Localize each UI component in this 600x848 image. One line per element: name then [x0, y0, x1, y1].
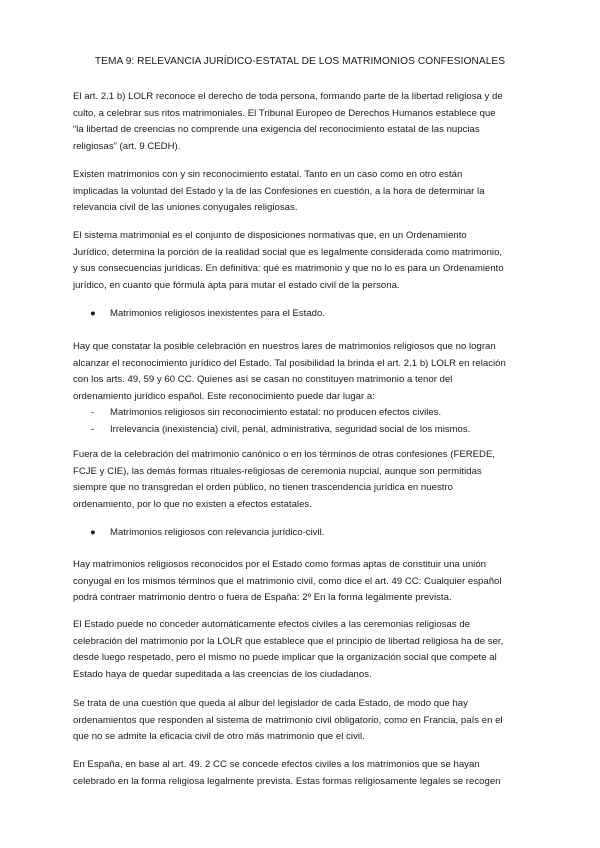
text-line: conyugal en los mismos términos que el matrimonio civil, como dice el art. 49 CC: Cualquier español: [73, 575, 502, 587]
text-line: siempre que no transgredan el orden público, no tienen trascendencia jurídica en nuestro: [73, 482, 453, 494]
paragraph-3: [73, 228, 533, 294]
bullet-icon: ●: [90, 527, 96, 538]
text-line: Se trata de una cuestión que queda al albur del legislador de cada Estado, de modo que hay: [73, 698, 468, 709]
text-line: El art. 2.1 b) LOLR reconoce el derecho de toda persona, formando parte de la libertad religiosa y de: [73, 91, 503, 102]
text-line: relevancia civil de las uniones conyugales religiosas.: [73, 202, 298, 214]
text-line: Hay que constatar la posible celebración en nuestros lares de matrimonios religiosos que no logran: [73, 341, 496, 352]
paragraph-4: [73, 339, 533, 439]
text-line: ordenamiento jurídico español. Este reconocimiento puede dar lugar a:: [73, 390, 375, 402]
dash-text: Irrelevancia (inexistencia) civil, penal, administrativa, seguridad social de los mismos.: [110, 423, 471, 435]
text-line: celebración del matrimonio por la LOLR que establece que el principio de libertad religiosa ha de ser,: [73, 635, 504, 647]
bullet-icon: ●: [90, 308, 96, 319]
text-line: desde luego respetado, pero el mismo no puede implicar que la organización social que compete al: [73, 652, 497, 664]
text-line: podrá contraer matrimonio dentro o fuera de España: 2º En la forma legalmente prevista.: [73, 592, 452, 604]
text-line: y sus consecuencias jurídicas. En definitiva: qué es matrimonio y que no lo es para un Ordenamiento: [73, 263, 504, 275]
document-title: TEMA 9: RELEVANCIA JURÍDICO-ESTATAL DE LOS MATRIMONIOS CONFESIONALES: [94, 56, 506, 67]
text-line: ordenamientos que responden al sistema de matrimonio civil obligatorio, como en Francia, país en el: [73, 714, 503, 726]
text-line: Hay matrimonios religiosos reconocidos por el Estado como formas aptas de constituir una unión: [73, 559, 487, 570]
paragraph-1: [73, 89, 533, 155]
text-line: implicadas la voluntad del Estado y la de las Confesiones en cuestión, a la hora de determinar la: [73, 185, 485, 197]
text-line: ordenamiento, por lo que no existen a efectos estatales.: [73, 498, 312, 510]
paragraph-5: [73, 447, 533, 513]
text-line: religiosas” (art. 9 CEDH).: [73, 140, 181, 152]
text-line: que no se admite la eficacia civil de otro más matrimonio que el civil.: [73, 731, 365, 743]
paragraph-8: [73, 696, 533, 746]
bullet-item-1: [73, 306, 533, 322]
text-line: FCJE y CIE), las demás formas rituales-religiosas de ceremonia nupcial, aunque son permitidas: [73, 465, 482, 477]
paragraph-6: [73, 557, 533, 607]
text-line: El sistema matrimonial es el conjunto de disposiciones normativas que, en un Ordenamiento: [73, 230, 467, 241]
text-line: jurídico, en cuanto que fórmula apta para mutar el estado civil de la persona.: [73, 279, 400, 291]
text-line: celebrado en la forma religiosa legalmente prevista. Estas formas religiosamente legales se recogen: [73, 775, 501, 787]
bullet-item-2: [73, 525, 533, 541]
bullet-text: Matrimonios religiosos con relevancia jurídico-civil.: [110, 527, 325, 538]
dash-icon: -: [91, 407, 95, 419]
dash-icon: -: [91, 423, 95, 435]
paragraph-9: [73, 757, 533, 790]
text-line: Fuera de la celebración del matrimonio canónico o en los términos de otras confesiones (FEREDE,: [73, 449, 496, 460]
text-line: “la libertad de creencias no comprende una exigencia del reconocimiento estatal de las nupcias: [73, 124, 480, 136]
bullet-text: Matrimonios religiosos inexistentes para el Estado.: [110, 308, 325, 319]
dash-item: [73, 405, 533, 422]
dash-item: [73, 422, 533, 439]
text-line: con los arts. 49, 59 y 60 CC. Quienes así se casan no constituyen matrimonio a tenor del: [73, 374, 453, 386]
text-line: culto, a celebrar sus ritos matrimoniales. El Tribunal Europeo de Derechos Humanos establece que: [73, 107, 496, 119]
text-line: Jurídico, determina la porción de la realidad social que es legalmente considerada como matrimonio,: [73, 246, 503, 258]
paragraph-7: [73, 617, 533, 683]
text-line: alcanzar el reconocimiento jurídico del Estado. Tal posibilidad la brinda el art. 2.1 b) LOLR en relación: [73, 357, 506, 369]
dash-text: Matrimonios religiosos sin reconocimiento estatal: no producen efectos civiles.: [110, 407, 442, 419]
text-line: El Estado puede no conceder automáticamente efectos civiles a las ceremonias religiosas de: [73, 619, 470, 630]
paragraph-2: [73, 167, 533, 217]
text-line: Existen matrimonios con y sin reconocimiento estatal. Tanto en un caso como en otro están: [73, 169, 463, 180]
text-line: En España, en base al art. 49. 2 CC se concede efectos civiles a los matrimonios que se hayan: [73, 759, 480, 770]
text-line: Estado haya de quedar supeditada a las creencias de los ciudadanos.: [73, 668, 372, 680]
